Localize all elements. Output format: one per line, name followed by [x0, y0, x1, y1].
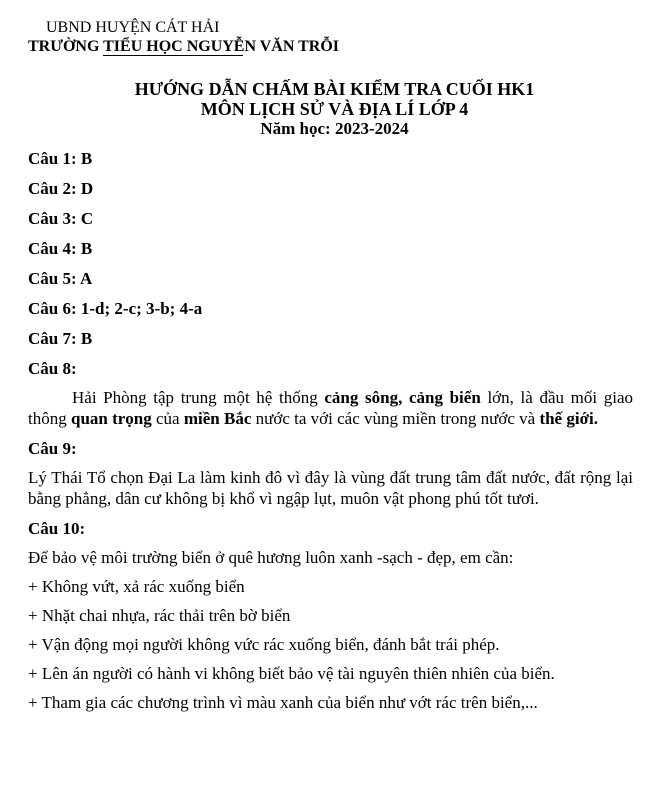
answer-1: Câu 1: B	[28, 149, 93, 168]
school-year: Năm học: 2023-2024	[260, 119, 409, 138]
q8-text-4: nước ta với các vùng miền trong nước và	[251, 409, 540, 428]
answer-5: Câu 5: A	[28, 269, 93, 288]
answer-10-intro: Để bảo vệ môi trường biển ở quê hương luôn xanh -sạch - đẹp, em cần:	[28, 548, 514, 567]
title-line-1: HƯỚNG DẪN CHẤM BÀI KIỂM TRA CUỐI HK1	[134, 79, 535, 99]
q8-bold-2: quan trọng	[70, 409, 152, 428]
header-underline	[103, 55, 243, 56]
q8-text-1: Hải Phòng tập trung một hệ thống	[72, 388, 325, 407]
q8-bold-3: miền Bắc	[183, 409, 252, 428]
answer-8-text	[28, 387, 633, 429]
q8-text-2: lớn, là đầu mối giao thông	[28, 388, 633, 428]
answer-10-label: Câu 10:	[28, 519, 86, 538]
q8-bold-4: thế giới.	[539, 409, 598, 428]
list-item: + Tham gia các chương trình vì màu xanh của biển như vớt rác trên biển,...	[28, 693, 538, 712]
list-item: + Không vứt, xả rác xuống biển	[28, 577, 245, 596]
q8-bold-1: cảng sông, cảng biển	[324, 388, 481, 407]
answer-8-label: Câu 8:	[28, 359, 77, 378]
q8-text-3: của	[151, 409, 184, 428]
document-header	[28, 18, 339, 56]
answer-4: Câu 4: B	[28, 239, 93, 258]
list-item: + Vận động mọi người không vức rác xuống biển, đánh bắt trái phép.	[28, 635, 500, 654]
answer-6: Câu 6: 1-d; 2-c; 3-b; 4-a	[28, 299, 203, 318]
answer-7: Câu 7: B	[28, 329, 93, 348]
answer-key	[28, 148, 633, 713]
answer-9-text: Lý Thái Tổ chọn Đại La làm kinh đô vì đây là vùng đất trung tâm đất nước, đất rộng lại bằng phẳng, dân cư không bị khổ vì ngập lụt, muôn vật phong phú tốt tươi.	[28, 468, 633, 508]
document-title	[0, 79, 669, 139]
answer-9-label: Câu 9:	[28, 439, 77, 458]
answer-3: Câu 3: C	[28, 209, 94, 228]
list-item: + Lên án người có hành vi không biết bảo vệ tài nguyên thiên nhiên của biển.	[28, 664, 555, 683]
school-name: TRƯỜNG TIỂU HỌC NGUYỄN VĂN TRỖI	[28, 38, 340, 55]
org-name: UBND HUYỆN CÁT HẢI	[46, 19, 220, 36]
list-item: + Nhặt chai nhựa, rác thải trên bờ biển	[28, 606, 291, 625]
title-line-2: MÔN LỊCH SỬ VÀ ĐỊA LÍ LỚP 4	[200, 99, 469, 119]
answer-2: Câu 2: D	[28, 179, 94, 198]
